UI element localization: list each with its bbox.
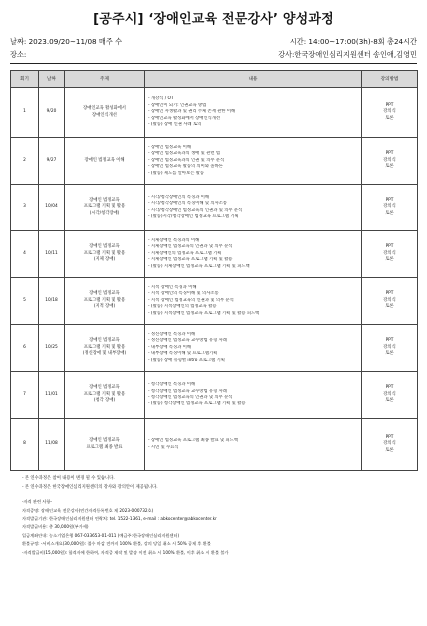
topic-line: (시각/청각장애) <box>89 210 120 216</box>
topic-cell <box>65 419 145 471</box>
table-row <box>11 419 418 471</box>
topic-line: (청각 장애) <box>93 398 116 404</box>
topic-cell <box>65 231 145 278</box>
topic-line: 장애인 법정교육 <box>89 438 120 444</box>
table-body <box>11 88 418 471</box>
table-row <box>11 231 418 278</box>
table-header-cell: 주제 <box>65 71 145 88</box>
divider <box>10 63 417 64</box>
content-line: - (활동) 청각장애인 법정교육 프로그램 기획 및 활용 <box>148 401 246 407</box>
topic-line: 장애인식개선 <box>92 112 117 118</box>
method-cell <box>362 138 418 185</box>
method-line: PPT <box>385 102 394 108</box>
content-line: - (활동) 지적장애인 법정교육 프로그램 기획 및 활용 피드백 <box>148 310 260 316</box>
topic-cell <box>65 278 145 325</box>
content-line: - (활동) 장애 인권 사례 토의 <box>148 122 202 128</box>
method-line: 토론 <box>385 115 394 121</box>
method-line: 강의식 <box>383 157 396 163</box>
method-line: 강의식 <box>383 391 396 397</box>
session-number-cell: 8 <box>11 419 39 471</box>
content-line: - (활동) 제도를 알아보는 활동 <box>148 170 205 176</box>
method-line: PPT <box>385 244 394 250</box>
session-date-cell: 10/18 <box>39 278 65 325</box>
session-number-cell: 4 <box>11 231 39 278</box>
content-line: - 지적 장애인 법정교육의 인권과 및 의무 분석 <box>148 297 234 303</box>
table-header-row <box>11 71 418 88</box>
session-number-cell: 1 <box>11 88 39 138</box>
table-row <box>11 278 418 325</box>
place-info <box>10 50 417 60</box>
method-line: 강의식 <box>383 204 396 210</box>
content-line: - 청각장애인 법정교육 교수방법 유형 사례 <box>148 388 227 394</box>
content-line: - 지적 장애인 특징과 이해 <box>148 284 197 290</box>
table-row <box>11 185 418 231</box>
method-line: 강의식 <box>383 344 396 350</box>
contact-line: 입금계좌안내: 농소기업은행 067-033653-01-011 (예금주:한국장애인심리지원센터) <box>22 532 180 538</box>
contact-info <box>10 498 417 557</box>
method-cell <box>362 231 418 278</box>
session-number-cell: 2 <box>11 138 39 185</box>
table-row <box>11 372 418 419</box>
table-header-cell: 회기 <box>11 71 39 88</box>
topic-line: 장애인 법정교육 이해 <box>84 157 125 163</box>
method-line: 토론 <box>385 164 394 170</box>
content-cell <box>145 88 362 138</box>
content-line: - (활동) 지체장애인 법정교육 프로그램 기획 및 피드백 <box>148 263 250 269</box>
contact-line: 자격발급기관: 한국장애인심리지원센터 연락처: tel. 1522-1361, e-mail : abkocenter@abkocenter.kr <box>22 516 217 521</box>
place-label: 장소: <box>10 50 27 59</box>
contact-line: 자격발급비용: 총 30,000원(부가세) <box>22 524 89 530</box>
session-date-cell: 9/20 <box>39 88 65 138</box>
session-date-cell: 11/08 <box>39 419 65 471</box>
method-cell <box>362 372 418 419</box>
contact-heading: -자격 관련 사항- <box>22 499 52 505</box>
method-line: 강의식 <box>383 297 396 303</box>
method-line: 토론 <box>385 398 394 404</box>
session-date-cell: 9/27 <box>39 138 65 185</box>
session-number-cell: 3 <box>11 185 39 231</box>
method-line: PPT <box>385 197 394 203</box>
topic-line: 프로그램 기획 및 활용 <box>83 204 126 210</box>
method-cell <box>362 419 418 471</box>
content-line: - 장애인 법정교육 이해 <box>148 144 192 150</box>
content-line: - 지체장애인 법정교육의 인권과 및 의무 분석 <box>148 244 233 250</box>
topic-line: 프로그램 기획 및 활용 <box>83 344 126 350</box>
table-header-cell: 내용 <box>145 71 362 88</box>
method-line: PPT <box>385 151 394 157</box>
content-line: - 시각/청각장애인의 특징과 이해 <box>148 194 210 200</box>
content-line: - 지체장애인 법정교육 프로그램 기획 및 활용 <box>148 257 233 263</box>
content-line: - 정신장애인 법정교육 교수방법 유형 사례 <box>148 338 227 344</box>
table-header-cell: 날짜 <box>39 71 65 88</box>
content-cell <box>145 231 362 278</box>
topic-line: 프로그램 최종 발표 <box>86 444 123 450</box>
method-line: 토론 <box>385 210 394 216</box>
method-line: 강의식 <box>383 441 396 447</box>
method-cell <box>362 278 418 325</box>
content-line: - 지체장애인 특징과의 이해 <box>148 237 200 243</box>
method-cell <box>362 88 418 138</box>
content-line: - 장애인 법정교육과의 생애 및 관련 법 <box>148 151 221 157</box>
topic-cell <box>65 372 145 419</box>
session-date-cell: 11/01 <box>39 372 65 419</box>
content-line: - 지체장애인의 법정교육 프로그램 기획 <box>148 250 222 256</box>
session-date-cell: 10/04 <box>39 185 65 231</box>
method-line: PPT <box>385 385 394 391</box>
topic-line: (정신장애 및 내부장애) <box>82 351 127 357</box>
contact-line: -자격발급비(15,000원): 합격자에 한하여, 자격증 제작 및 발송 이전 취소 시 100% 환불, 이후 취소 시 환불 불가 <box>22 549 229 555</box>
table-row <box>11 88 418 138</box>
content-line: - 정신장애인 특징과 이해 <box>148 331 196 337</box>
content-line: - 개강식 / OT <box>148 96 174 102</box>
table-header-cell: 강의방법 <box>362 71 418 88</box>
table-row <box>11 325 418 372</box>
topic-line: 장애인 법정교육 <box>89 385 120 391</box>
contact-line: 자격증명: 장애인교육 전문강사(민간자격등록번호 제 2023-000732호) <box>22 507 154 513</box>
content-cell <box>145 372 362 419</box>
table-row <box>11 138 418 185</box>
topic-line: 프로그램 기획 및 활용 <box>83 297 126 303</box>
content-line: - 시연 및 수료식 <box>148 444 179 450</box>
content-line: - (활동)시각/청각장애인 법정교육 프로그램 기획 <box>148 213 239 219</box>
topic-cell <box>65 185 145 231</box>
note-line: - 본 연수과정은 한국장애인심리지원센터의 강사와 강의안이 제공됩니다. <box>22 484 158 490</box>
topic-line: 장애인 법정교육 <box>89 291 120 297</box>
method-line: 토론 <box>385 257 394 263</box>
session-number-cell: 5 <box>11 278 39 325</box>
note-line: - 본 연수과정은 참여 내용이 변경 될 수 있습니다. <box>22 476 115 481</box>
page-title: [공주시] ‘장애인교육 전문강사’ 양성과정 <box>93 12 334 27</box>
session-number-cell: 6 <box>11 325 39 372</box>
content-line: - 시각/청각장애인의 특징이해 및 의사소통 <box>148 201 228 207</box>
content-line: - (활동) 지적장애인의 법정교육 활용 <box>148 304 217 310</box>
content-cell <box>145 138 362 185</box>
instructor-info: 강사:한국장애인심리지원센터 송인애,김영민 <box>278 50 417 59</box>
method-line: PPT <box>385 291 394 297</box>
topic-line: 프로그램 기획 및 활용 <box>83 250 126 256</box>
topic-cell <box>65 88 145 138</box>
content-line: - 장애인이 되기: 인권교육 방법 <box>148 102 207 108</box>
content-line: - 청각장애인 법정교육의 인권과 및 의무 분석 <box>148 395 233 400</box>
content-line: - 지적 장애인의 특징이해 및 의사소통 <box>148 291 219 297</box>
topic-line: 장애인 법정교육 <box>89 338 120 344</box>
topic-line: 장애인 법정교육 <box>89 244 120 250</box>
content-line: - 장애인 법정교육 프로그램 최종 발표 및 피드백 <box>148 438 238 444</box>
topic-line: 프로그램 기획 및 활용 <box>83 391 126 397</box>
topic-line: (지체 장애) <box>93 257 116 263</box>
method-cell <box>362 325 418 372</box>
method-line: PPT <box>385 338 394 344</box>
content-cell <box>145 278 362 325</box>
topic-cell <box>65 138 145 185</box>
content-line: - 장애인 법정교육 활동의 의미와 올바른 <box>148 164 223 170</box>
content-line: - 시각/청각장애인 법정교육의 인권과 및 의무 분석 <box>148 207 243 213</box>
topic-line: (지적 장애) <box>93 304 116 310</box>
method-line: 강의식 <box>383 250 396 256</box>
content-cell <box>145 325 362 372</box>
method-line: 토론 <box>385 304 394 310</box>
content-line: - 장애인 법정교육과의 인권 및 의무 분석 <box>148 157 225 163</box>
content-line: - 내부장애 특징이해 및 프로그램기획 <box>148 351 218 357</box>
schedule-info <box>10 37 417 47</box>
method-line: 토론 <box>385 447 394 453</box>
topic-line: 장애인 법정교육 <box>89 197 120 203</box>
content-line: - 내부장애 특징과 이해 <box>148 344 192 350</box>
date-info: 날짜: 2023.09/20~11/08 매주 수 <box>10 37 123 46</box>
method-cell <box>362 185 418 231</box>
content-cell <box>145 419 362 471</box>
content-line: - 청각장애인 특징과 이해 <box>148 382 196 388</box>
method-line: PPT <box>385 434 394 440</box>
schedule-table <box>10 70 418 471</box>
topic-line: 장애인교육 활성화에서 <box>83 106 126 112</box>
time-info: 시간: 14:00~17:00(3h)-8회 총24시간 <box>289 37 417 46</box>
session-date-cell: 10/11 <box>39 231 65 278</box>
content-line: - (활동) 장애 유형별 intro 프로그램 기획 <box>148 357 225 363</box>
contact-line: 환불규정: -서비스개요(30,000원): 접수 마감 전까지 100% 환불, 강의 당일 취소 시 50% 공제 후 환불 <box>22 541 211 547</box>
method-line: 토론 <box>385 351 394 357</box>
content-cell <box>145 185 362 231</box>
content-line: - 장애인 사생활과 및 권리 주체 존재 관한 이해 <box>148 109 236 115</box>
notes <box>10 475 417 492</box>
session-number-cell: 7 <box>11 372 39 419</box>
session-date-cell: 10/25 <box>39 325 65 372</box>
method-line: 강의식 <box>383 109 396 115</box>
topic-cell <box>65 325 145 372</box>
content-line: - 장애인교육 활성화에서 장애인식개선 <box>148 115 221 121</box>
